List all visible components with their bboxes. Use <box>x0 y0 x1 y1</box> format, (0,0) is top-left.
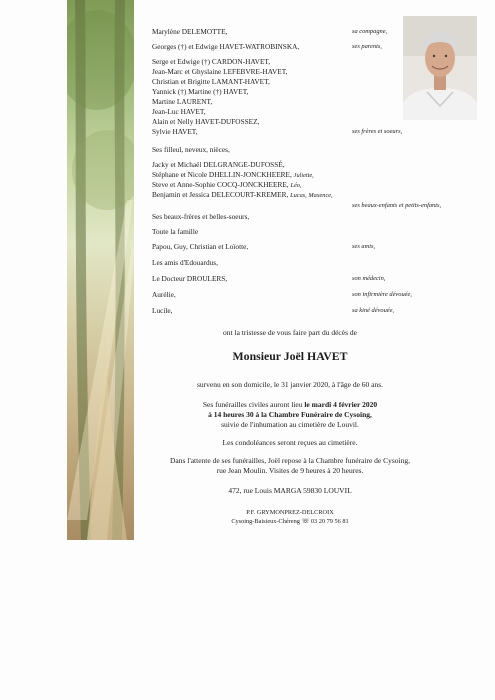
relation-label: ses parents, <box>352 43 382 50</box>
funeral-line-1: Ses funérailles civiles auront lieu le mardi 4 février 2020 <box>202 400 378 409</box>
family-line: Le Docteur DROULERS, <box>152 274 228 283</box>
relation-label: ses frères et soeurs, <box>352 128 403 135</box>
family-line: Alain et Nelly HAVET-DUFOSSEZ, <box>152 117 260 126</box>
relation-label: son infirmière dévouée, <box>352 291 412 298</box>
family-line: Serge et Edwige (†) CARDON-HAVET, <box>152 57 271 66</box>
condolences-text: Les condoléances seront reçues au cimetière. <box>222 438 358 447</box>
family-line: Georges (†) et Edwige HAVET-WATROBINSKA, <box>152 42 300 51</box>
family-line: Christian et Brigitte LAMANT-HAVET, <box>152 77 270 86</box>
family-line: Steve et Anne-Sophie COCQ-JONCKHEERE, Léo, <box>152 180 302 189</box>
child-names: Juliette, <box>293 172 314 179</box>
family-line: Jacky et Michaël DELGRANGE-DUFOSSÉ, <box>152 160 285 169</box>
family-line: Les amis d'Edouardus, <box>152 258 218 267</box>
telephone-icon: ☏ <box>301 518 310 525</box>
family-line: Lucile, <box>152 306 173 315</box>
family-line: Jean-Luc HAVET, <box>152 107 206 116</box>
child-names: Lucas, Maxence, <box>290 192 333 199</box>
relation-label: ses beaux-enfants et petits-enfants, <box>352 202 442 209</box>
family-line: Toute la famille <box>152 227 199 236</box>
family-line: Papou, Guy, Christian et Loïotte, <box>152 242 249 251</box>
deceased-name: Monsieur Joël HAVET <box>232 349 348 363</box>
family-address: 472, rue Louis MARGA 59830 LOUVIL <box>228 486 352 495</box>
funeral-line-2: à 14 heures 30 à la Chambre Funéraire de Cysoing, <box>208 410 372 419</box>
rest-line-2: rue Jean Moulin. Visites de 9 heures à 20 heures. <box>216 466 364 475</box>
family-line: Aurélie, <box>152 290 176 299</box>
funeral-home-contact: Cysoing-Baisieux-Chéreng ☏ 03 20 79 56 81 <box>231 518 349 525</box>
family-line: Sylvie HAVET, <box>152 127 198 136</box>
relation-label: son médecin, <box>352 275 386 282</box>
rest-line-1: Dans l'attente de ses funérailles, Joël repose à la Chambre funéraire de Cysoing, <box>169 456 411 465</box>
relation-label: sa compagne, <box>352 28 388 35</box>
family-line: Yannick (†) Martine (†) HAVET, <box>152 87 249 96</box>
family-line: Ses beaux-frères et belles-soeurs, <box>152 212 250 221</box>
family-line: Martine LAURENT, <box>152 97 213 106</box>
family-line: Ses filleul, neveux, nièces, <box>152 145 230 154</box>
funeral-line-3: suivie de l'inhumation au cimetière de Louvil. <box>221 420 359 429</box>
family-line: Marylène DELEMOTTE, <box>152 27 228 36</box>
relation-label: ses amis, <box>352 243 376 250</box>
family-line: Benjamin et Jessica DELECOURT-KREMER, Lucas, Maxence, <box>152 190 333 199</box>
family-line: Stéphane et Nicole DHELLIN-JONCKHEERE, Juliette, <box>152 170 314 179</box>
announcement-text: ont la tristesse de vous faire part du décès de <box>223 328 357 337</box>
family-line: Jean-Marc et Ghyslaine LEFEBVRE-HAVET, <box>152 67 288 76</box>
funeral-home-name: P.F. GRYMONPREZ-DELCROIX <box>246 509 334 516</box>
death-notice: survenu en son domicile, le 31 janvier 2020, à l'âge de 60 ans. <box>196 380 384 389</box>
child-names: Léo, <box>290 182 302 189</box>
relation-label: sa kiné dévouée, <box>352 307 395 314</box>
